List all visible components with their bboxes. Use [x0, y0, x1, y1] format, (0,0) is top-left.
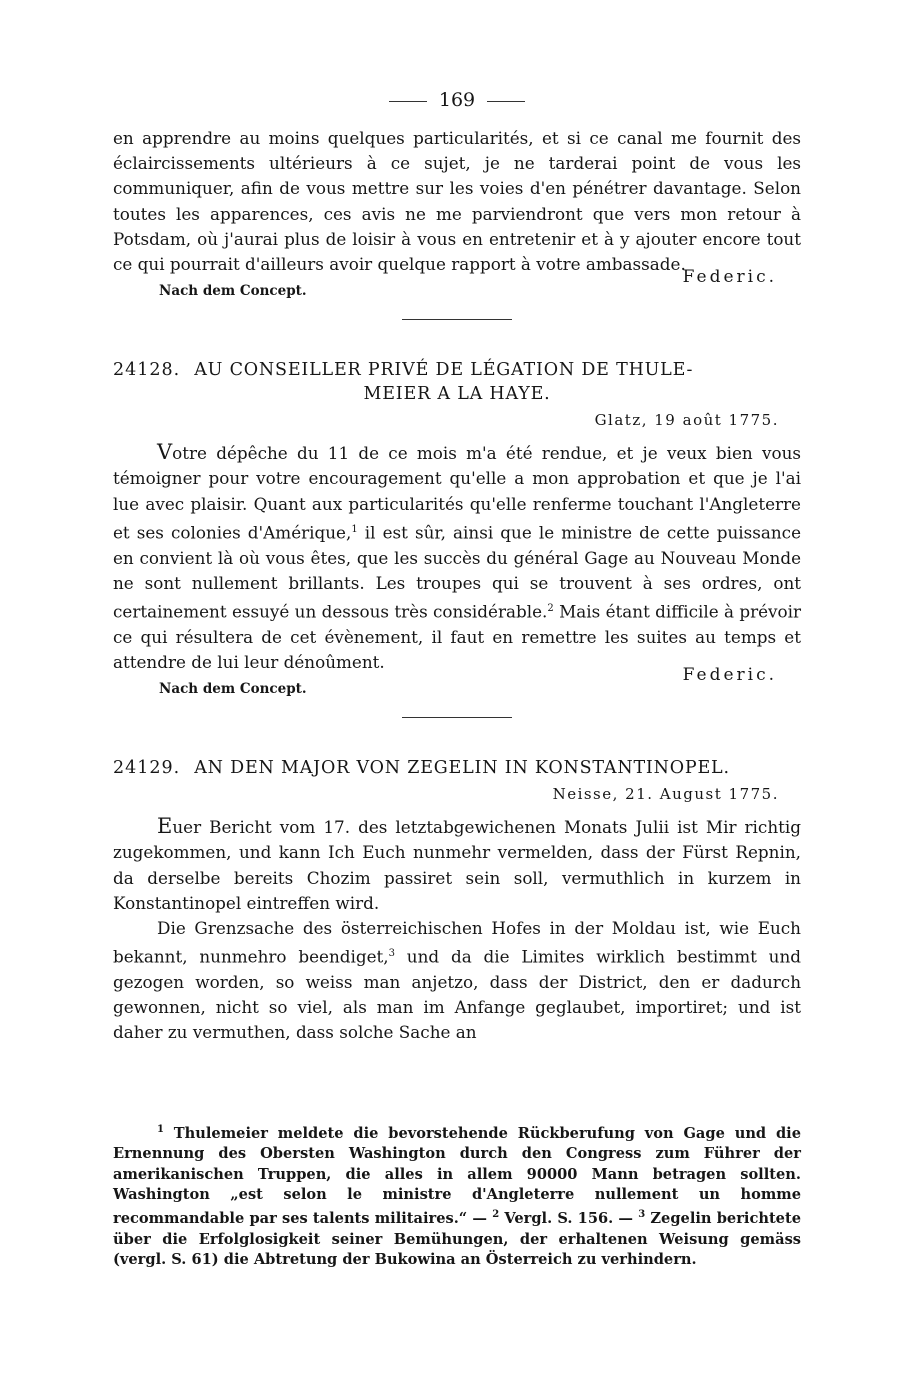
letter-number: 24128. — [113, 360, 181, 381]
letter-body-part: otre dépêche du 11 de ce mois m'a été rendue, et je veux bien vous témoigner pour votre encouragement qu'elle a mon approbation et que je l'ai lue avec plaisir. Quant aux particularités qu'elle renferme touchant l'Angleterre et ses colonies d'Amérique, — [113, 443, 801, 543]
letter-body-part: il est sûr, ainsi que le ministre de cette puissance en convient là où vous êtes, que les succès du général Gage au Nouveau Monde ne sont nullement brillants. Les troupes qui se trouvent à ses ordres, ont certainement essuyé un dessous très considérable. — [113, 522, 801, 622]
letter-number: 24129. — [113, 758, 181, 779]
letter-body-part: Mais étant difficile à prévoir ce qui résultera de cet évènement, il faut en remettre les suites au temps et attendre de lui leur dénoûment. — [113, 601, 801, 673]
letter-title: AN DEN MAJOR VON ZEGELIN IN KONSTANTINOPEL. — [194, 758, 730, 779]
initial-letter: V — [157, 440, 173, 465]
letter-body — [113, 916, 801, 1046]
letter-dateline: Neisse, 21. August 1775. — [552, 785, 779, 804]
letter2-closing — [113, 665, 801, 699]
letter1-closing — [113, 267, 801, 301]
letter-heading — [113, 358, 801, 382]
letter-heading — [113, 756, 801, 780]
page-number: 169 — [438, 89, 476, 111]
footnote-text: Zegelin berichtete über die Erfolglosigkeit seiner Bemühungen, der erhaltenen Weisung gemäss (vergl. S. 61) die Abtretung der Bukowina an Österreich zu verhindern. — [113, 1210, 801, 1269]
footnote-text: Vergl. S. 156. — — [499, 1210, 639, 1228]
page-header — [113, 88, 801, 112]
footnote-marker: 2 — [492, 1209, 500, 1221]
footnote-ref: 1 — [351, 523, 358, 535]
source-note: Nach dem Concept. — [159, 681, 307, 698]
letter-body — [113, 440, 801, 675]
header-rule-left — [389, 101, 427, 102]
letter-body — [113, 814, 801, 916]
document-page — [113, 88, 801, 1046]
footnote-marker: 3 — [638, 1209, 646, 1221]
signature: Federic. — [682, 267, 777, 288]
signature: Federic. — [682, 665, 777, 686]
initial-letter: E — [157, 814, 173, 839]
letter-body-part: und da die Limites wirklich bestimmt und gezogen worden, so weiss man anjetzo, dass der District, den er dadurch gewonnen, nicht so viel, als man im Anfange geglaubet, importiret; und ist daher zu vermuthen, dass solche Sache an — [113, 946, 802, 1043]
letter-body-part: uer Bericht vom 17. des letztabgewichenen Monats Julii ist Mir richtig zugekommen, und kann Ich Euch nunmehr vermelden, dass der Fürst Repnin, da derselbe bereits Chozim passiret sein soll, vermuthlich in kurzem in Konstantinopel eintreffen wird. — [113, 817, 801, 913]
header-rule-right — [487, 101, 525, 102]
footnote-ref: 2 — [547, 603, 554, 615]
footnote-marker: 1 — [157, 1124, 164, 1135]
footnote-text: Thulemeier meldete die bevorstehende Rückberufung von Gage und die Ernennung des Obersten Washington durch den Congress zum Führer der amerikanischen Truppen, die alles in allem 90000 Mann betragen sollten. Washington „est selon le ministre d'Angleterre nullement un homme recommandable par ses talents militaires.“ — — [113, 1124, 801, 1228]
letter-dateline: Glatz, 19 août 1775. — [594, 411, 779, 430]
letter-title-line2: MEIER A LA HAYE. — [363, 384, 551, 405]
source-note: Nach dem Concept. — [159, 283, 307, 300]
footnote-ref: 3 — [388, 948, 395, 960]
section-separator — [402, 319, 512, 320]
letter-body-part: Die Grenzsache des österreichischen Hofes in der Moldau ist, wie Euch bekannt, nunmehro beendiget, — [113, 918, 801, 967]
section-separator — [402, 717, 512, 718]
footnotes — [113, 1120, 801, 1271]
letter-title-line1: AU CONSEILLER PRIVÉ DE LÉGATION DE THULE- — [194, 360, 694, 381]
letter-continuation-text: en apprendre au moins quelques particularités, et si ce canal me fournit des éclaircissements ultérieurs à ce sujet, je ne tarderai point de vous les communiquer, afin de vous mettre sur les voies d'en pénétrer davantage. Selon toutes les apparences, ces avis ne me parviendront que vers mon retour à Potsdam, où j'aurai plus de loisir à vous en entretenir et à y ajouter encore tout ce qui pourrait d'ailleurs avoir quelque rapport à votre ambassade. — [113, 128, 801, 275]
